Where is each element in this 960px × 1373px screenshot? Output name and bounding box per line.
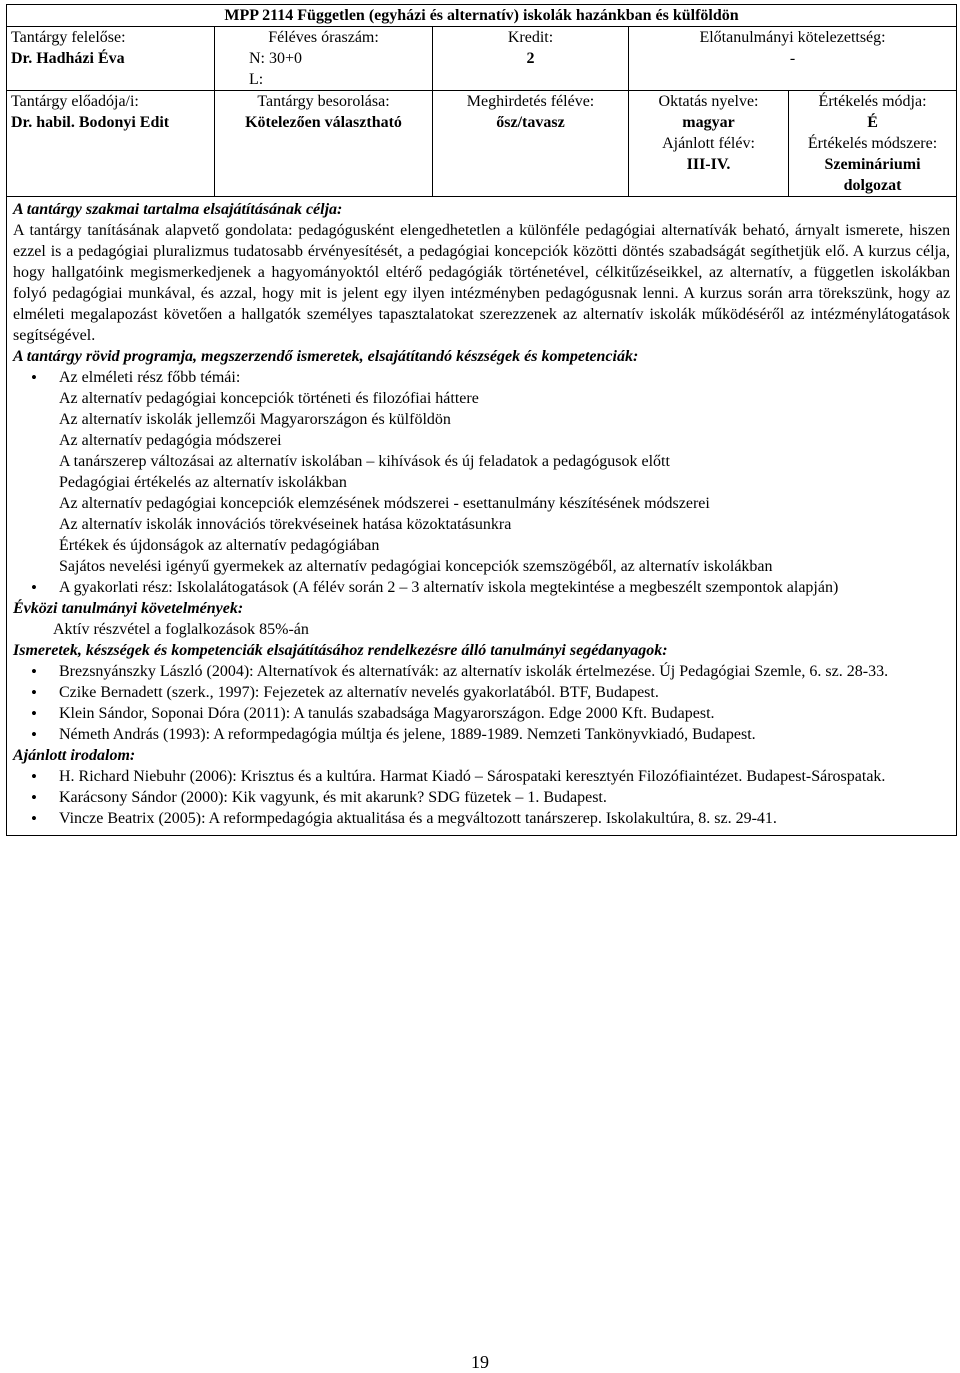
list-item	[59, 724, 950, 745]
page-number: 19	[471, 1352, 489, 1372]
reference-text: Brezsnyánszky László (2004): Alternatívok és alternatívák: az alternatív iskolák értelmezése. Új Pedagógiai Szemle, 6. sz. 28-33.	[59, 663, 889, 680]
oraszam-l: L:	[249, 71, 264, 88]
felelos-value: Dr. Hadházi Éva	[11, 50, 125, 67]
list-item	[59, 682, 950, 703]
program-heading: A tantárgy rövid programja, megszerzendő ismeretek, elsajátítandó készségek és kompetenciák:	[13, 348, 639, 365]
course-title: MPP 2114 Független (egyházi és alternatív) iskolák hazánkban és külföldön	[7, 5, 957, 27]
list-item	[59, 787, 950, 808]
elmeleti-label: • Az elméleti rész főbb témái:	[59, 369, 241, 386]
list-item	[59, 577, 950, 598]
oraszam-label: Féléves óraszám:	[268, 29, 379, 46]
course-table	[6, 4, 957, 836]
meghirdetes-value: ősz/tavasz	[496, 114, 565, 131]
meghirdetes-cell	[433, 91, 629, 197]
list-item	[59, 808, 950, 829]
kredit-value: 2	[526, 50, 535, 67]
besorolas-cell	[215, 91, 433, 197]
oraszam-n: N: 30+0	[249, 50, 303, 67]
tema-item: Az alternatív iskolák innovációs törekvéseinek hatása közoktatásunkra	[59, 516, 512, 533]
reference-text: H. Richard Niebuhr (2006): Krisztus és a kultúra. Harmat Kiadó – Sárospataki keresztyén Filozófiaintézet. Budapest-Sárospatak.	[59, 768, 886, 785]
program-list	[13, 367, 950, 598]
tema-item: Sajátos nevelési igényű gyermekek az alternatív pedagógiai koncepciók szemszögéből, az alternatív iskolákban	[59, 558, 773, 575]
ertekeles-modja-label: Értékelés módja:	[818, 93, 927, 110]
besorolas-label: Tantárgy besorolása:	[257, 93, 390, 110]
segedanyagok-heading: Ismeretek, készségek és kompetenciák elsajátításához rendelkezésre álló tanulmányi segédanyagok:	[13, 642, 668, 659]
document-page	[6, 4, 956, 836]
kredit-cell	[433, 27, 629, 91]
kovetelmenyek-heading: Évközi tanulmányi követelmények:	[13, 600, 244, 617]
reference-text: Németh András (1993): A reformpedagógia múltja és jelene, 1889-1989. Nemzeti Tankönyvkiadó, Budapest.	[59, 726, 756, 743]
cel-text: A tantárgy tanításának alapvető gondolata: pedagógusként elengedhetetlen a különféle pedagógiai alternatívák beható, árnyalt ismerete, hiszen ezzel is a pedagógiai pluralizmus tudatosabb érvényesítését, a pedagógiai koncepciók közötti döntés szabadságát segíthetjük elő. A kurzus célja, hogy hallgatóink megismerkedjenek a hagyományoktól eltérő pedagógiák történetével, célkitűzéseikkel, az alternatív, a független iskolákban folyó pedagógiai munkával, és azzal, hogy mit is jelent egy ilyen intézményben pedagógusnak lenni. A kurzus során arra törekszünk, hogy az elméleti megalapozást követően a hallgatók személyes tapasztalatokat szerezzenek az alternatív iskolák működéséről az intézménylátogatások segítségével.	[13, 222, 951, 344]
cel-heading: A tantárgy szakmai tartalma elsajátításának célja:	[13, 201, 343, 218]
tema-item: Az alternatív pedagógia módszerei	[59, 432, 282, 449]
nyelv-value: magyar	[682, 114, 735, 131]
ertekeles-modja-value: É	[867, 114, 878, 131]
tema-item: Pedagógiai értékelés az alternatív iskolákban	[59, 474, 347, 491]
felelos-cell	[7, 27, 215, 91]
list-item	[59, 766, 950, 787]
irodalom-heading: Ajánlott irodalom:	[13, 747, 136, 764]
nyelv-felev-cell	[629, 91, 789, 197]
eloado-cell	[7, 91, 215, 197]
tema-item: Az alternatív pedagógiai koncepciók történeti és filozófiai háttere	[59, 390, 479, 407]
felelos-label: Tantárgy felelőse:	[11, 29, 126, 46]
gyakorlati-text: A gyakorlati rész: Iskolalátogatások (A félév során 2 – 3 alternatív iskola megtekintése a megbeszélt szempontok alapján)	[59, 579, 839, 596]
reference-text: Karácsony Sándor (2000): Kik vagyunk, és mit akarunk? SDG füzetek – 1. Budapest.	[59, 789, 607, 806]
list-item	[59, 367, 950, 577]
kovetelmenyek-text: Aktív részvétel a foglalkozások 85%-án	[53, 621, 309, 638]
list-item	[59, 703, 950, 724]
felev-value: III-IV.	[686, 156, 731, 173]
kredit-label: Kredit:	[507, 29, 554, 46]
segedanyagok-list	[13, 661, 950, 745]
nyelv-label: Oktatás nyelve:	[658, 93, 759, 110]
tema-item: Az alternatív pedagógiai koncepciók elemzésének módszerei - esettanulmány készítésének módszerei	[59, 495, 710, 512]
elotanulmany-value: -	[789, 50, 796, 67]
eloado-label: Tantárgy előadója/i:	[11, 93, 139, 110]
tema-item: A tanárszerep változásai az alternatív iskolában – kihívások és új feladatok a pedagógusok előtt	[59, 453, 670, 470]
reference-text: Vincze Beatrix (2005): A reformpedagógia aktualitása és a megváltozott tanárszerep. Iskolakultúra, 8. sz. 29-41.	[59, 810, 777, 827]
eloado-value: Dr. habil. Bodonyi Edit	[11, 114, 170, 131]
ertekeles-modszere-label: Értékelés módszere:	[807, 135, 938, 152]
elotanulmany-label: Előtanulmányi kötelezettség:	[699, 29, 886, 46]
list-item	[59, 661, 950, 682]
oraszam-cell	[215, 27, 433, 91]
tema-item: Az alternatív iskolák jellemzői Magyarországon és külföldön	[59, 411, 451, 428]
tema-item: Értékek és újdonságok az alternatív pedagógiában	[59, 537, 380, 554]
ertekeles-modszere-value: Szemináriumi dolgozat	[824, 156, 921, 194]
felev-label: Ajánlott félév:	[662, 135, 755, 152]
reference-text: Klein Sándor, Soponai Dóra (2011): A tanulás szabadsága Magyarországon. Edge 2000 Kft. Budapest.	[59, 705, 715, 722]
besorolas-value: Kötelezően választható	[245, 114, 402, 131]
meghirdetes-label: Meghirdetés féléve:	[466, 93, 595, 110]
irodalom-list	[13, 766, 950, 829]
elotanulmany-cell	[629, 27, 957, 91]
ertekeles-cell	[789, 91, 957, 197]
reference-text: Czike Bernadett (szerk., 1997): Fejezetek az alternatív nevelés gyakorlatából. BTF, Budapest.	[59, 684, 659, 701]
course-body	[7, 197, 957, 836]
